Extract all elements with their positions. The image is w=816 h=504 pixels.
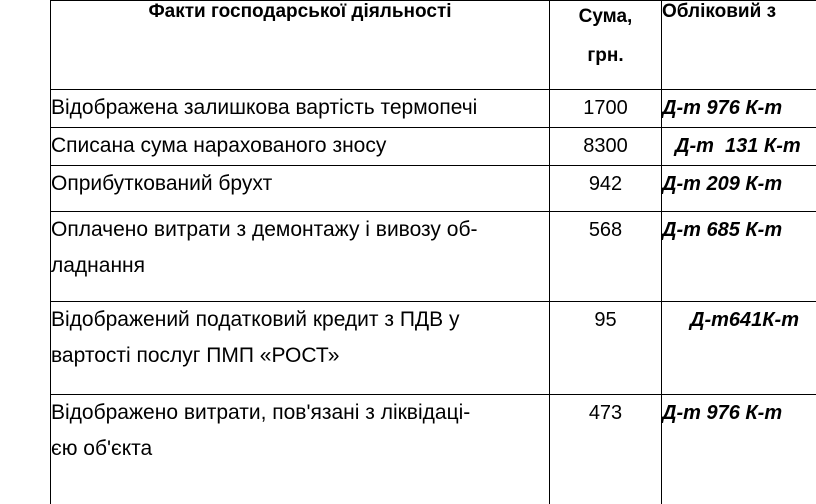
- business-transactions-table: [50, 0, 816, 504]
- row-sum: 473: [550, 395, 662, 504]
- fact-line: Оплачено витрати з демонтажу і вивозу об-: [51, 218, 478, 241]
- row-fact: [51, 212, 550, 302]
- row-fact: [51, 395, 550, 504]
- header-sum-line1: Сума,: [578, 6, 633, 27]
- fact-line: Відображена залишкова вартість термопечі: [51, 96, 478, 119]
- row-fact: [51, 166, 550, 212]
- fact-line: Списана сума нарахованого зносу: [51, 134, 387, 157]
- row-account: Д-т 209 К-т: [662, 166, 816, 212]
- table-row: [51, 90, 816, 128]
- table-row: [51, 212, 816, 302]
- header-sum-line2: грн.: [587, 45, 624, 66]
- fact-line: ладнання: [51, 254, 146, 277]
- row-fact: [51, 90, 550, 128]
- row-sum: 95: [550, 302, 662, 395]
- row-account: Д-т641К-т: [662, 302, 816, 395]
- table-header-row: [51, 1, 816, 90]
- table-row: [51, 395, 816, 504]
- row-account: Д-т 685 К-т: [662, 212, 816, 302]
- row-account: Д-т 976 К-т: [662, 395, 816, 504]
- fact-line: Відображено витрати, пов'язані з ліквідаці-: [51, 401, 471, 424]
- row-fact: [51, 128, 550, 166]
- header-sum: [550, 1, 662, 90]
- row-fact: [51, 302, 550, 395]
- fact-line: Відображений податковий кредит з ПДВ у: [51, 308, 460, 331]
- row-sum: 1700: [550, 90, 662, 128]
- fact-line: вартості послуг ПМП «РОСТ»: [51, 344, 340, 367]
- header-account: Обліковий з: [662, 1, 816, 90]
- row-account: Д-т 131 К-т: [662, 128, 816, 166]
- row-sum: 8300: [550, 128, 662, 166]
- row-account: Д-т 976 К-т: [662, 90, 816, 128]
- table-row: [51, 302, 816, 395]
- row-sum: 568: [550, 212, 662, 302]
- header-facts: Факти господарської діяльності: [51, 1, 550, 90]
- table-row: [51, 166, 816, 212]
- row-sum: 942: [550, 166, 662, 212]
- table-row: [51, 128, 816, 166]
- fact-line: Оприбуткований брухт: [51, 172, 273, 195]
- fact-line: єю об'єкта: [51, 437, 153, 460]
